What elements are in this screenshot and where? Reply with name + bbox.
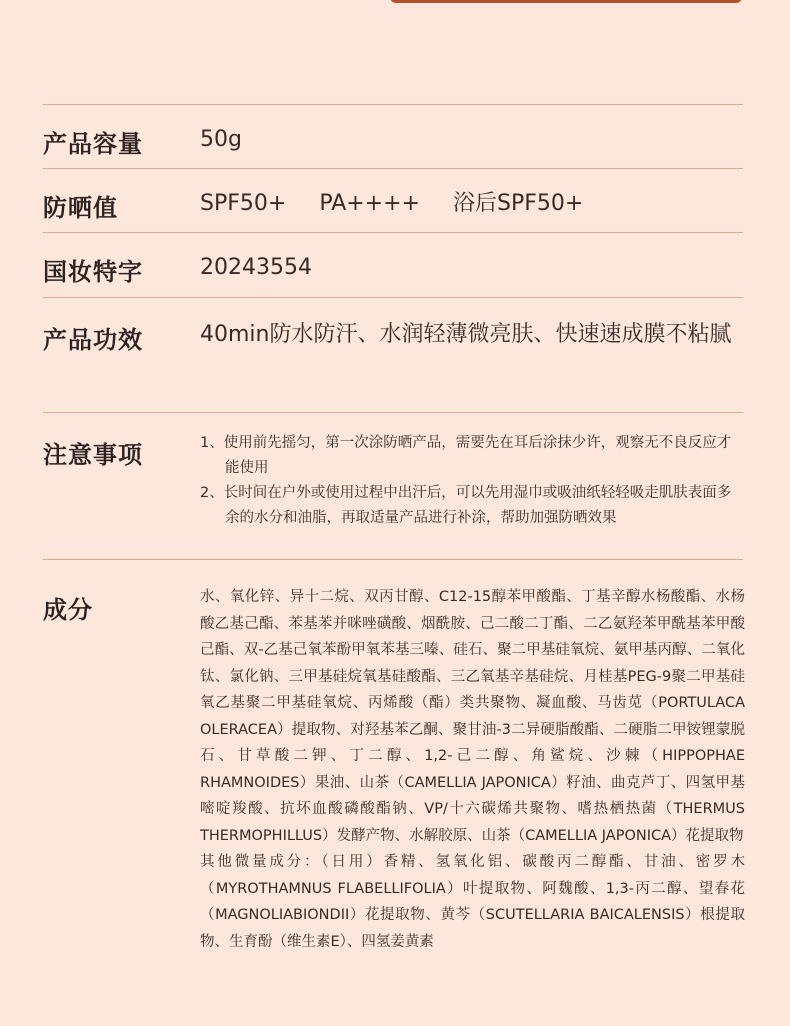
row-effect xyxy=(43,298,743,412)
row-ingredients xyxy=(43,560,743,980)
registration-code-label: 国妆特字 xyxy=(43,258,143,286)
ingredients-label: 成分 xyxy=(43,596,93,624)
ingredients-text xyxy=(200,584,745,955)
ingredients-minor: 其他微量成分：（日用）香精、氢氧化铝、碳酸丙二醇酯、甘油、密罗木（MYROTHAMNUS FLABELLIFOLIA）叶提取物、阿魏酸、1,3-丙二醇、望春花（MAGNOLIABIONDII）花提取物、黄芩（SCUTELLARIA BAICALENSIS）根提取物、生育酚（维生素E）、四氢姜黄素 xyxy=(200,854,745,950)
notes-label: 注意事项 xyxy=(43,441,143,469)
capacity-label: 产品容量 xyxy=(43,130,143,158)
capacity-value: 50g xyxy=(200,127,242,152)
product-info-table xyxy=(43,104,743,980)
pa-value: PA++++ xyxy=(319,191,420,216)
spf-label: 防晒值 xyxy=(43,194,118,222)
note-item: 2、长时间在户外或使用过程中出汗后，可以先用湿巾或吸油纸轻轻吸走肌肤表面多余的水分和油脂，再取适量产品进行补涂，帮助加强防晒效果 xyxy=(200,485,732,526)
spf-value: SPF50+ xyxy=(200,191,287,216)
effect-value: 40min防水防汗、水润轻薄微亮肤、快速速成膜不粘腻 xyxy=(200,322,732,347)
spf-values xyxy=(200,185,609,223)
row-capacity xyxy=(43,105,743,168)
row-notes xyxy=(43,413,743,559)
top-decorative-bar xyxy=(390,0,742,3)
ingredients-main: 水、氧化锌、异十二烷、双丙甘醇、C12-15醇苯甲酸酯、丁基辛醇水杨酸酯、水杨酸乙基己酯、苯基苯并咪唑磺酸、烟酰胺、己二酸二丁酯、二乙氨羟苯甲酰基苯甲酸己酯、双-乙基己氧苯酚甲氧苯基三嗪、硅石、聚二甲基硅氧烷、氨甲基丙醇、二氧化钛、氯化钠、三甲基硅烷氧基硅酸酯、三乙氧基辛基硅烷、月桂基PEG-9聚二甲基硅氧乙基聚二甲基硅氧烷、丙烯酸（酯）类共聚物、凝血酸、马齿苋（PORTULACA OLERACEA）提取物、对羟基苯乙酮、聚甘油-3二异硬脂酸酯、二硬脂二甲铵锂蒙脱石、甘草酸二钾、丁二醇、1,2-己二醇、角鲨烷、沙棘（HIPPOPHAE RHAMNOIDES）果油、山茶（CAMELLIA JAPONICA）籽油、曲克芦丁、四氢甲基嘧啶羧酸、抗坏血酸磷酸酯钠、VP/十六碳烯共聚物、嗜热栖热菌（THERMUS THERMOPHILLUS）发酵产物、水解胶原、山茶（CAMELLIA JAPONICA）花提取物 xyxy=(200,589,745,844)
notes-list xyxy=(200,431,745,531)
note-item: 1、使用前先摇匀，第一次涂防晒产品，需要先在耳后涂抹少许，观察无不良反应才能使用 xyxy=(200,435,732,476)
effect-label: 产品功效 xyxy=(43,326,143,354)
after-bath-spf-value: 浴后SPF50+ xyxy=(452,191,584,216)
row-spf xyxy=(43,169,743,232)
row-registration-code xyxy=(43,233,743,297)
registration-code-value: 20243554 xyxy=(200,255,312,280)
